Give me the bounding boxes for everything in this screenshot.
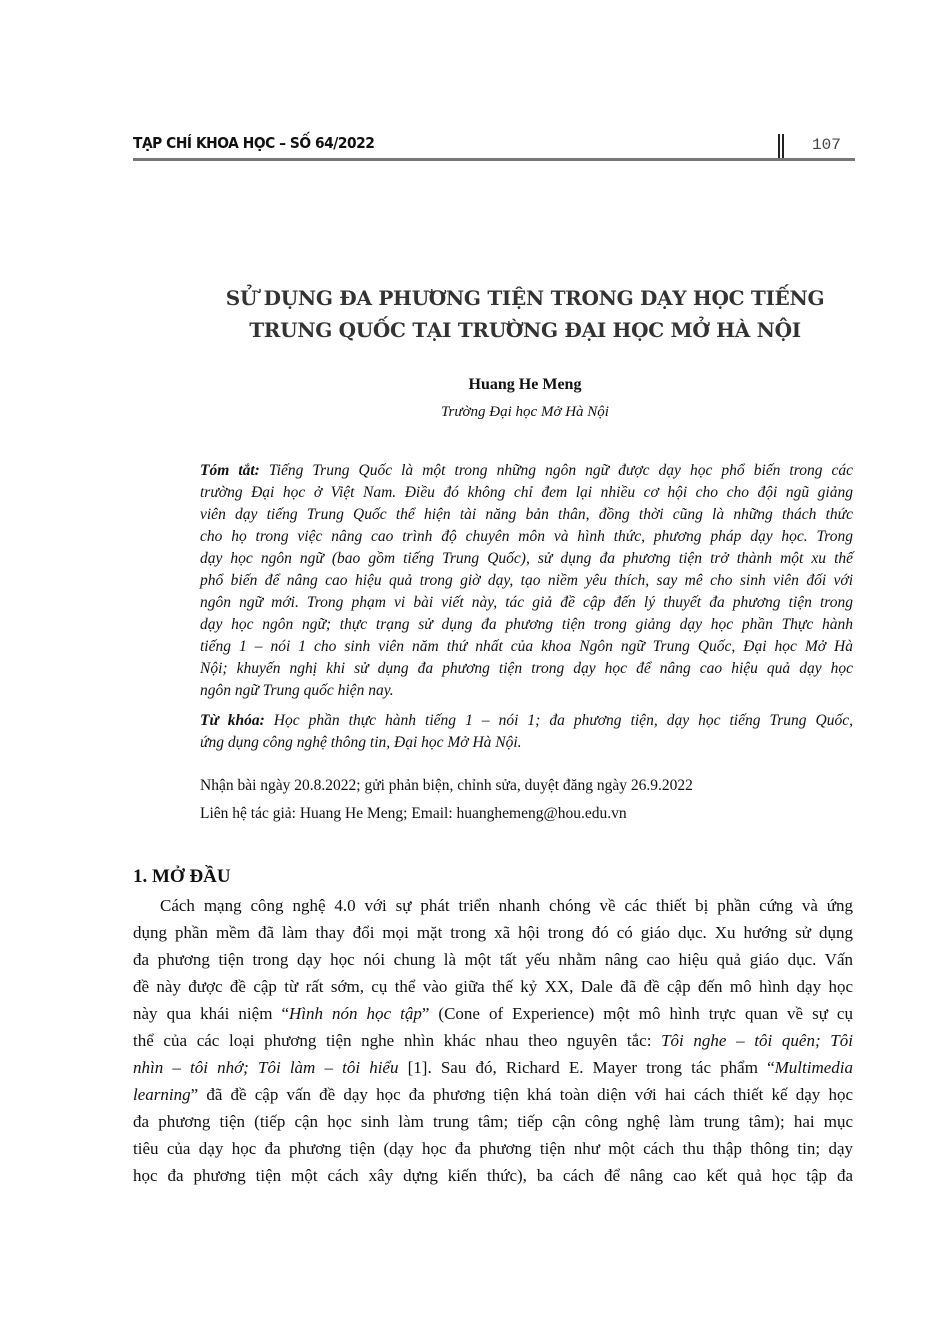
article-title-line-2: TRUNG QUỐC TẠI TRƯỜNG ĐẠI HỌC MỞ HÀ NỘI: [249, 318, 801, 342]
body-line: tiêu của dạy học đa phương tiện (dạy học đa phương tiện như một cách thu thập thông tin; dạy: [133, 1139, 853, 1158]
body-line: dụng phần mềm đã làm thay đổi mọi mặt trong xã hội trong đó có giáo dục. Xu hướng sử dụng: [133, 923, 853, 942]
body-line: đề này được đề cập từ rất sớm, cụ thể vào giữa thế kỷ XX, Dale đã đề cập đến mô hình dạy học: [133, 977, 853, 996]
italic-term: nhìn – tôi nhớ; Tôi làm – tôi hiểu: [133, 1058, 399, 1077]
body-line: học đa phương tiện một cách xây dựng kiến thức), ba cách để nâng cao kết quả học tập đa: [133, 1166, 853, 1185]
journal-header: TẠP CHÍ KHOA HỌC – SỐ 64/2022: [133, 134, 375, 152]
author-name: Huang He Meng: [468, 376, 582, 393]
italic-term: learning: [133, 1085, 191, 1104]
article-title-line-1: SỬ DỤNG ĐA PHƯƠNG TIỆN TRONG DẠY HỌC TIẾNG: [225, 286, 825, 310]
abstract-line: Nội; khuyến nghị khi sử dụng đa phương tiện trong dạy học để nâng cao hiệu quả dạy học: [200, 660, 853, 677]
header-divider: [778, 134, 784, 159]
body-line: đa phương tiện (tiếp cận học sinh làm trung tâm; tiếp cận công nghệ làm trung tâm); hai mục: [133, 1112, 853, 1131]
keywords-line: Từ khóa: Học phần thực hành tiếng 1 – nói 1; đa phương tiện, dạy học tiếng Trung Quốc,: [200, 712, 853, 729]
abstract-line: tiếng 1 – nói 1 cho sinh viên năm thứ nhất của khoa Ngôn ngữ Trung Quốc, Đại học Mở Hà: [200, 638, 853, 655]
body-line: thể của các loại phương tiện nghe nhìn khác nhau theo nguyên tắc: Tôi nghe – tôi quên; Tôi: [133, 1031, 853, 1050]
abstract-line: ngôn ngữ Trung quốc hiện nay.: [200, 682, 394, 699]
author-affiliation: Trường Đại học Mở Hà Nội: [441, 404, 609, 420]
italic-term: Hình nón học tập: [289, 1004, 422, 1023]
abstract-line: cho họ trong việc nâng cao trình độ chuyên môn và hình thức, phương pháp dạy học. Trong: [200, 528, 853, 545]
abstract-label: Tóm tắt:: [200, 462, 260, 479]
body-line: này qua khái niệm “Hình nón học tập” (Cone of Experience) một mô hình trực quan về sự cụ: [133, 1004, 853, 1023]
italic-term: Tôi nghe – tôi quên; Tôi: [661, 1031, 853, 1050]
page-number: 107: [812, 136, 841, 154]
abstract-line: dạy học ngôn ngữ (bao gồm tiếng Trung Quốc), sử dụng đa phương tiện trở thành một xu thế: [200, 550, 853, 567]
section-heading: 1. MỞ ĐẦU: [133, 866, 231, 887]
abstract-line: ngôn ngữ mới. Trong phạm vi bài viết này, tác giả đề cập đến lý thuyết đa phương tiện trong: [200, 594, 853, 611]
received-dates: Nhận bài ngày 20.8.2022; gửi phản biện, chỉnh sửa, duyệt đăng ngày 26.9.2022: [200, 777, 693, 794]
author-contact: Liên hệ tác giả: Huang He Meng; Email: huanghemeng@hou.edu.vn: [200, 805, 627, 822]
keywords-line: ứng dụng công nghệ thông tin, Đại học Mở Hà Nội.: [200, 734, 522, 751]
keywords-label: Từ khóa:: [200, 712, 265, 729]
abstract-line: Tóm tắt: Tiếng Trung Quốc là một trong những ngôn ngữ được dạy học phổ biến trong các: [200, 462, 853, 479]
abstract-line: dạy học ngôn ngữ; thực trạng sử dụng đa phương tiện trong giảng dạy học phần Thực hành: [200, 616, 853, 633]
abstract-line: viên dạy tiếng Trung Quốc thể hiện tài năng bản thân, đồng thời cũng là những thách thức: [200, 506, 853, 523]
body-line: Cách mạng công nghệ 4.0 với sự phát triển nhanh chóng về các thiết bị phần cứng và ứng: [160, 896, 853, 915]
body-line: đa phương tiện trong dạy học nói chung là một tất yếu nhằm nâng cao hiệu quả giáo dục. Vấn: [133, 950, 853, 969]
abstract-line: phổ biến để nâng cao hiệu quả trong giờ dạy, tạo niềm yêu thích, say mê cho sinh viên đối với: [200, 572, 853, 589]
abstract-line: trường Đại học ở Việt Nam. Điều đó không chỉ đem lại nhiều cơ hội cho cho đội ngũ giảng: [200, 484, 853, 501]
body-line: learning” đã đề cập vấn đề dạy học đa phương tiện khá toàn diện với hai cách thiết kế dạy học: [133, 1085, 853, 1104]
header-rule: [133, 158, 855, 161]
body-line: nhìn – tôi nhớ; Tôi làm – tôi hiểu [1]. Sau đó, Richard E. Mayer trong tác phẩm “Multimedia: [133, 1058, 854, 1077]
italic-term: Multimedia: [774, 1058, 854, 1077]
